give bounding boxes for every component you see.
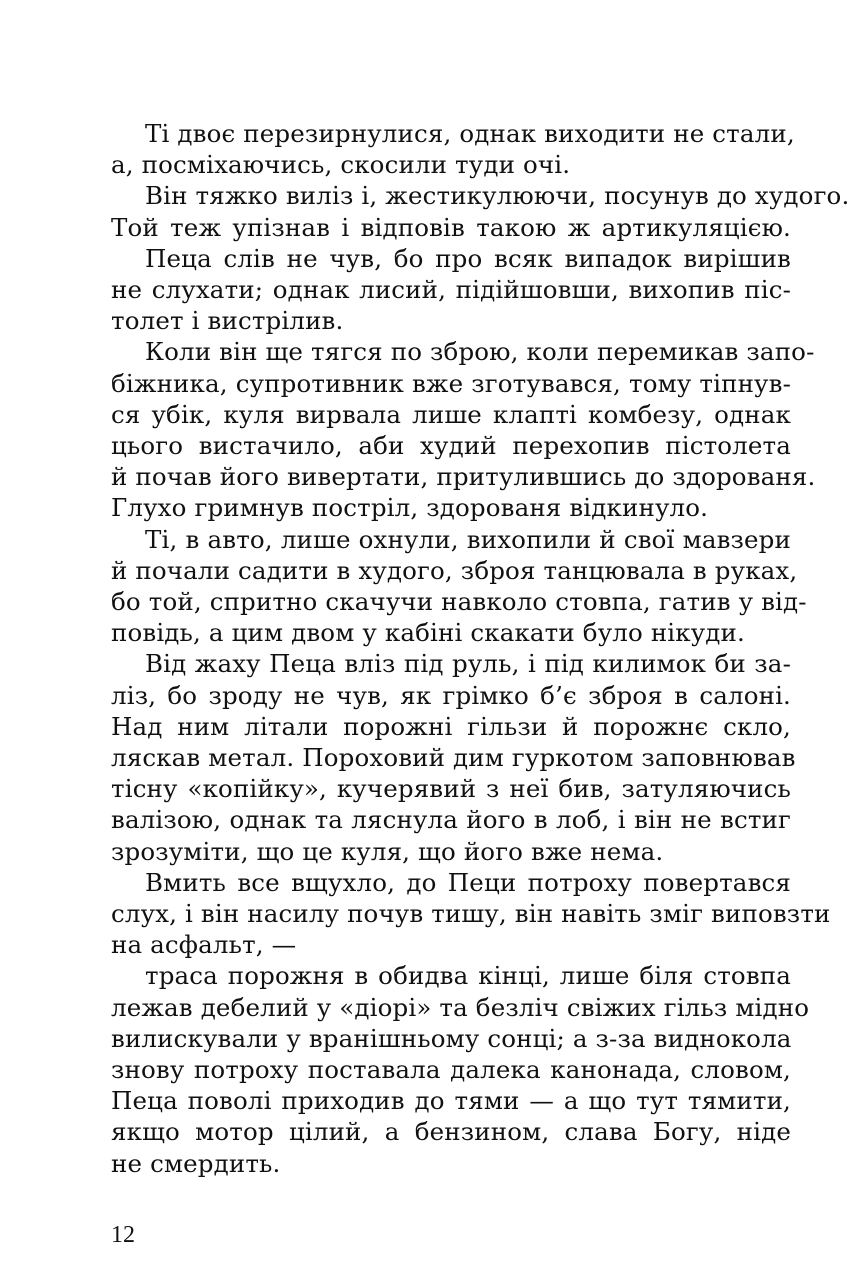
text-line: й почали садити в худого, зброя танцювала в руках, — [111, 555, 798, 585]
text-line: Від жаху Пеца вліз під руль, і під килимок би за- — [145, 649, 791, 679]
text-line: цього вистачило, аби худий перехопив пістолета — [111, 431, 791, 460]
text-line: валізою, однак та ляснула його в лоб, і він не встиг — [111, 805, 791, 835]
text-line: вилискували у вранішньому сонці; а з-за виднокола — [111, 1023, 792, 1053]
page-number: 12 — [111, 1222, 135, 1248]
text-line: якщо мотор цілий, а бензином, слава Богу, ніде — [111, 1117, 791, 1147]
text-line: Коли він ще тягся по зброю, коли перемикав запо- — [145, 337, 815, 367]
text-line: Глухо гримнув постріл, здорованя відкинуло. — [111, 493, 709, 523]
text-line: зрозуміти, що це куля, що його вже нема. — [111, 836, 664, 866]
text-line: Він тяжко виліз і, жестикулюючи, посунув до худого. — [145, 181, 850, 211]
text-line: толет і вистрілив. — [111, 306, 344, 336]
text-line: лежав дебелий у «діорі» та безліч свіжих гільз мідно — [111, 992, 810, 1022]
text-line: бо той, спритно скачучи навколо стовпа, гатив у від- — [111, 587, 807, 616]
text-line: не смердить. — [111, 1148, 281, 1178]
text-line: траса порожня в обидва кінці, лише біля стовпа — [145, 961, 791, 991]
text-line: на асфальт, — — [111, 930, 297, 960]
text-line: Ті, в авто, лише охнули, вихопили й свої мавзери — [145, 524, 791, 554]
text-line: не слухати; однак лисий, підійшовши, вихопив піс- — [111, 275, 791, 304]
text-line: повідь, а цим двом у кабіні скакати було нікуди. — [111, 618, 745, 648]
text-line: Той теж упізнав і відповів такою ж артикуляцією. — [111, 212, 791, 242]
text-line: Вмить все вщухло, до Пеци потроху повертався — [145, 867, 791, 897]
text-line: знову потроху поставала далека канонада, словом, — [111, 1055, 791, 1084]
text-line: Ті двоє перезирнулися, однак виходити не стали, — [145, 119, 795, 148]
text-line: тісну «копійку», кучерявий з неї бив, затуляючись — [111, 774, 791, 804]
text-line: а, посміхаючись, скосили туди очі. — [111, 150, 571, 180]
text-line: слух, і він насилу почув тишу, він навіть зміг виповзти — [111, 899, 831, 928]
text-line: Пеца поволі приходив до тями — а що тут тямити, — [111, 1086, 791, 1116]
text-line: біжника, супротивник вже зготувався, тому тіпнув- — [111, 368, 791, 398]
text-line: ляскав метал. Пороховий дим гуркотом заповнював — [111, 743, 796, 772]
text-line: ліз, бо зроду не чув, як грімко б’є зброя в салоні. — [111, 680, 791, 710]
text-line: Пеца слів не чув, бо про всяк випадок вирішив — [145, 243, 791, 273]
text-line: й почав його вивертати, притулившись до здорованя. — [111, 462, 816, 492]
text-line: Над ним літали порожні гільзи й порожнє скло, — [111, 711, 791, 741]
text-line: ся убік, куля вирвала лише клапті комбезу, однак — [111, 399, 791, 429]
